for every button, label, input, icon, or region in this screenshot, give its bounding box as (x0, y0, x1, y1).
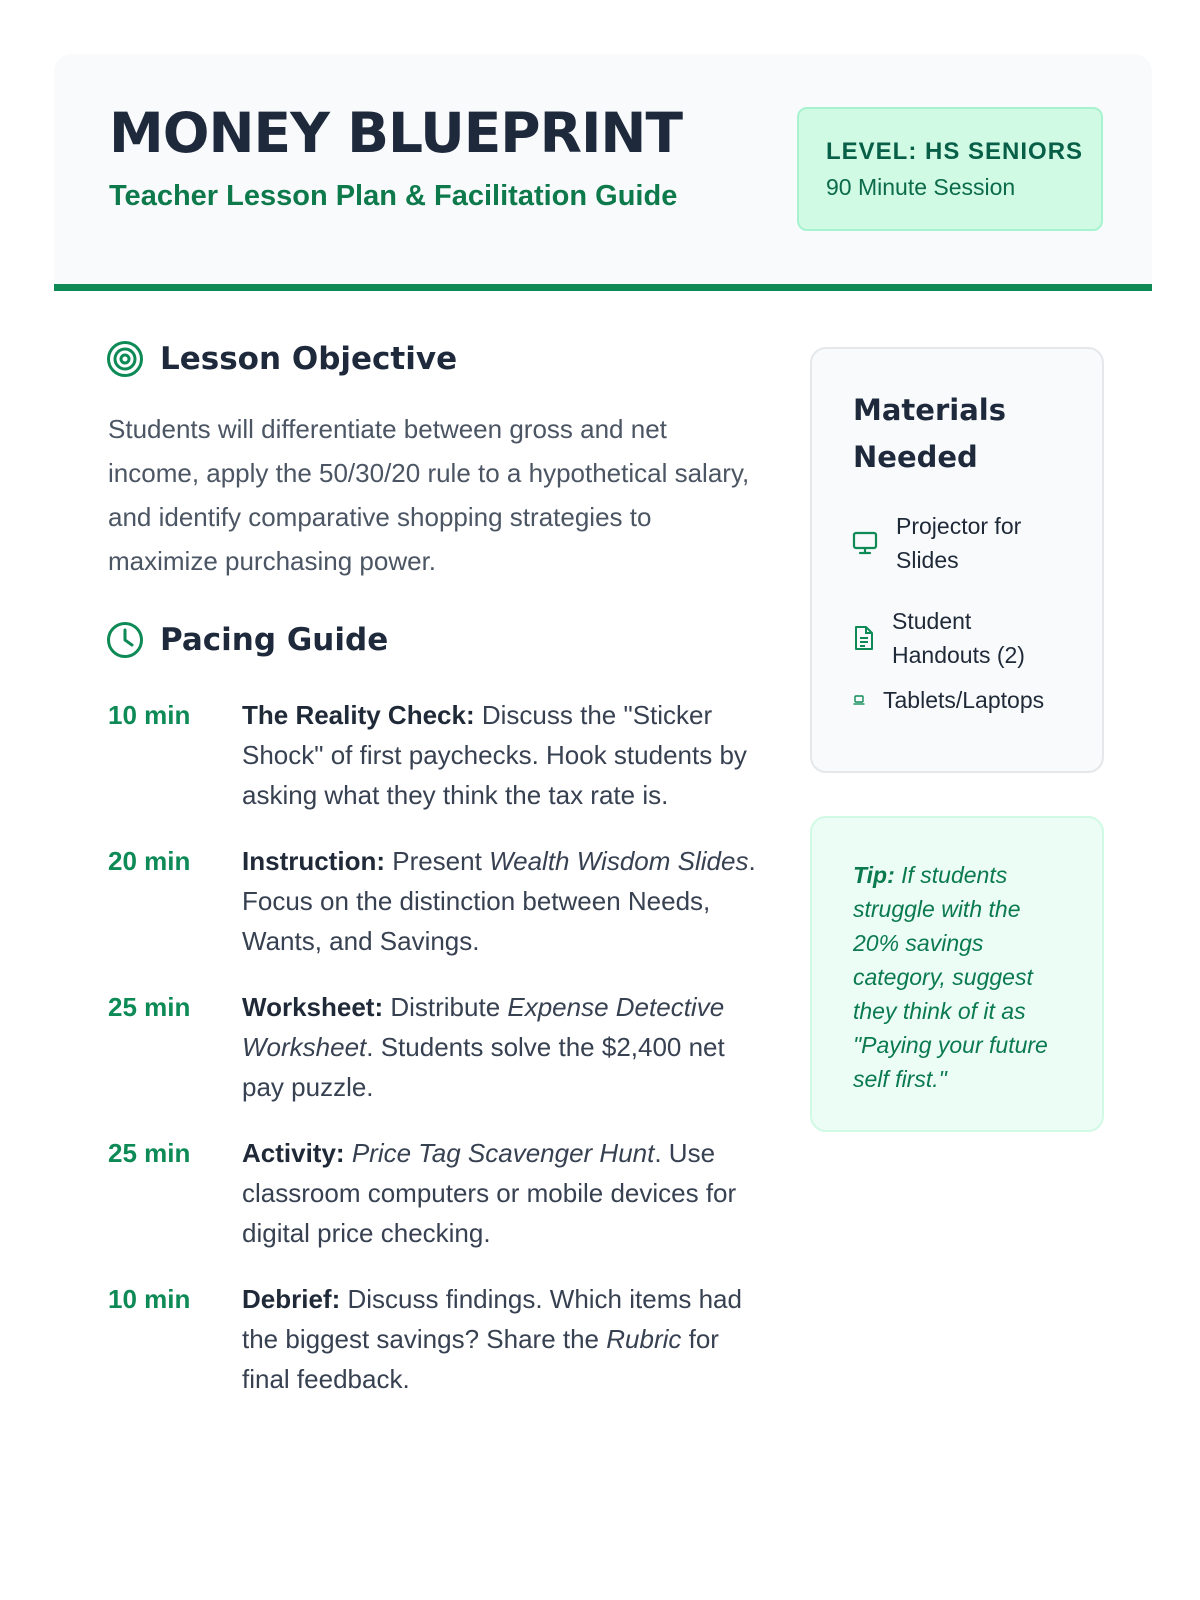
pacing-heading: Pacing Guide (160, 622, 389, 658)
tip-callout (810, 816, 1104, 1132)
pacing-text: . Use classroom computers or mobile devices for digital price checking. (242, 1138, 737, 1248)
resource-title: Price Tag Scavenger Hunt (351, 1138, 655, 1168)
pacing-text (345, 1138, 352, 1168)
level-label: LEVEL: HS SENIORS (826, 138, 1084, 165)
pacing-item (108, 841, 768, 961)
pacing-time: 25 min (108, 992, 191, 1022)
pacing-description (242, 841, 762, 961)
objective-heading: Lesson Objective (160, 341, 458, 377)
materials-heading: Materials Needed (853, 393, 1006, 474)
pacing-list (108, 695, 768, 1425)
pacing-text: for final feedback. (242, 1324, 719, 1394)
session-duration: 90 Minute Session (826, 174, 1016, 200)
pacing-label: Debrief: (242, 1284, 341, 1314)
page-subtitle: Teacher Lesson Plan & Facilitation Guide (109, 180, 678, 212)
pacing-time: 25 min (108, 1138, 191, 1168)
document-icon (854, 625, 874, 651)
materials-item (854, 604, 1084, 672)
objective-heading-row (106, 340, 457, 378)
pacing-text: . Students solve the $2,400 net pay puzzle. (242, 1032, 725, 1102)
pacing-item (108, 695, 768, 815)
pacing-text: Discuss the "Sticker Shock" of first paychecks. Hook students by asking what they think the tax rate is. (242, 700, 747, 810)
page-title: MONEY BLUEPRINT (109, 101, 682, 165)
materials-item-label: Projector for Slides (896, 513, 1022, 573)
pacing-description (242, 1279, 762, 1399)
pacing-description (242, 987, 762, 1107)
pacing-label: Activity: (242, 1138, 345, 1168)
pacing-item (108, 1279, 768, 1399)
materials-card (810, 347, 1104, 773)
pacing-text: . Focus on the distinction between Needs, Wants, and Savings. (242, 846, 756, 956)
materials-item (853, 683, 1093, 717)
pacing-label: Worksheet: (242, 992, 384, 1022)
pacing-item (108, 1133, 768, 1253)
pacing-time: 10 min (108, 1284, 191, 1314)
pacing-item (108, 987, 768, 1107)
pacing-label: Instruction: (242, 846, 385, 876)
target-icon (106, 340, 144, 378)
pacing-description (242, 695, 762, 815)
materials-item (852, 509, 1082, 577)
pacing-description (242, 1133, 762, 1253)
tip-label: Tip: (853, 862, 895, 888)
pacing-text: Discuss findings. Which items had the biggest savings? Share the (242, 1284, 742, 1354)
level-badge (797, 107, 1103, 231)
pacing-text: Present (385, 846, 490, 876)
monitor-icon (852, 531, 878, 555)
resource-title: Rubric (606, 1324, 682, 1354)
resource-title: Expense Detective Worksheet (242, 992, 725, 1062)
clock-icon (106, 621, 144, 659)
materials-item-label: Tablets/Laptops (883, 687, 1045, 713)
pacing-label: The Reality Check: (242, 700, 475, 730)
pacing-heading-row (106, 621, 388, 659)
tip-text: If students struggle with the 20% savings category, suggest they think of it as "Paying your future self first." (853, 862, 1048, 1092)
pacing-time: 20 min (108, 846, 191, 876)
materials-item-label: Student Handouts (2) (892, 608, 1025, 668)
pacing-time: 10 min (108, 700, 191, 730)
objective-text: Students will differentiate between gross and net income, apply the 50/30/20 rule to a hypothetical salary, and identify comparative shopping strategies to maximize purchasing power. (108, 414, 750, 576)
pacing-text: Distribute (383, 992, 508, 1022)
resource-title: Wealth Wisdom Slides (489, 846, 749, 876)
header-card (54, 54, 1152, 291)
laptop-icon (853, 695, 865, 705)
